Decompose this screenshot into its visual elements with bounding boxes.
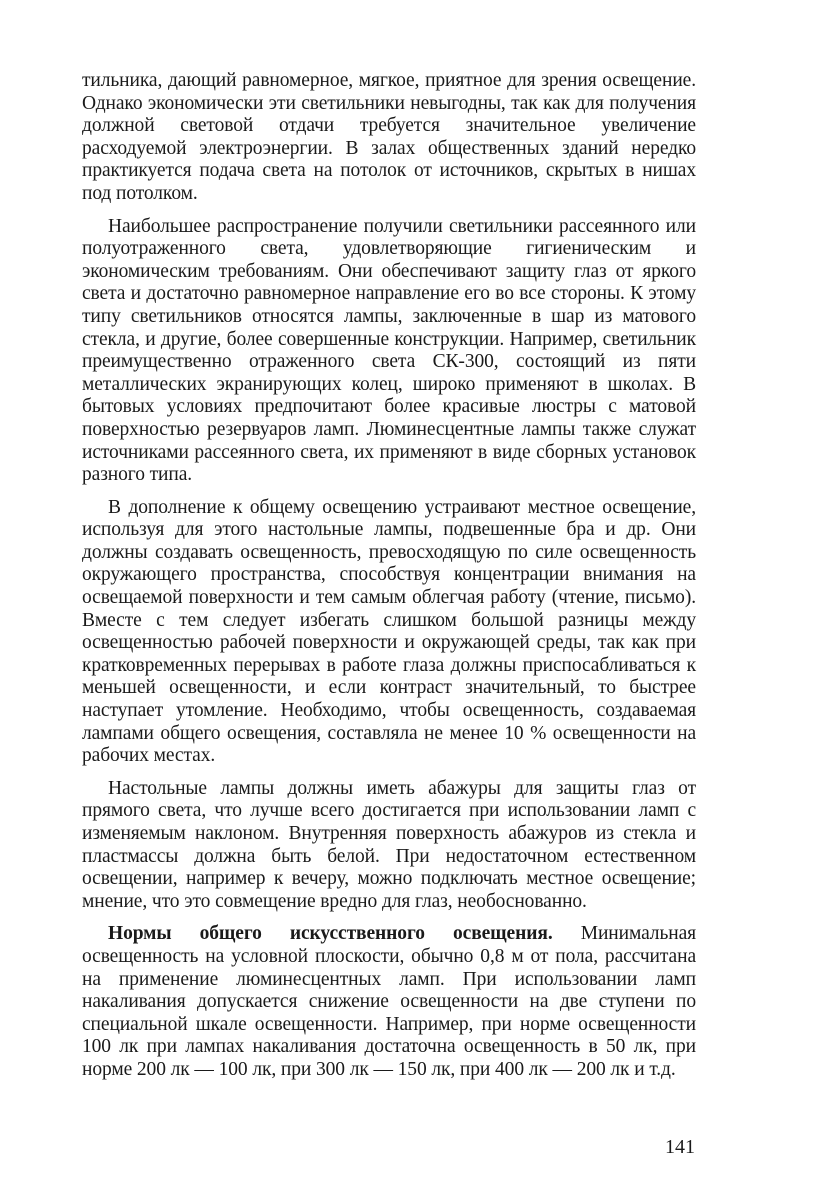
page-text-block (82, 70, 696, 1092)
paragraph-lighting-norms (82, 923, 696, 1081)
paragraph-diffused-light-fixtures: Наибольшее распространение получили светильники рассеянного или полуотраженного света, удовлетворяющие гигиеническим и экономическим требованиям. Они обеспечивают защиту глаз от яркого света и достаточно равномерное направление его во все стороны. К этому типу светильников относятся лампы, заключенные в шар из матового стекла, и другие, более совершенные конструкции. Например, светильник преимущественно отраженного света СК-300, состоящий из пяти металлических экранирующих колец, широко применяют в школах. В бытовых условиях предпочитают более красивые люстры с матовой поверхностью резервуаров ламп. Люминесцентные лампы также служат источниками рассеянного света, их применяют в виде сборных установок разного типа. (82, 215, 696, 486)
paragraph-continuation: тильника, дающий равномерное, мягкое, приятное для зрения освещение. Однако экономически эти светильники невыгодны, так как для получения должной световой отдачи требуется значительное увеличение расходуемой электроэнергии. В залах общественных зданий нередко практикуется подача света на потолок от источников, скрытых в нишах под потолком. (82, 70, 696, 204)
page-number: 141 (665, 1136, 695, 1158)
paragraph-local-lighting: В дополнение к общему освещению устраивают местное освещение, используя для этого настольные лампы, подвешенные бра и др. Они должны создавать освещенность, превосходящую по силе освещенность окружающего пространства, способствуя концентрации внимания на освещаемой поверхности и тем самым облегчая работу (чтение, письмо). Вместе с тем следует избегать слишком большой разницы между освещенностью рабочей поверхности и окружающей среды, так как при кратковременных перерывах в работе глаза должны приспосабливаться к меньшей освещенности, и если контраст значительный, то быстрее наступает утомление. Необходимо, чтобы освещенность, создаваемая лампами общего освещения, составляла не менее 10 % освещенности на рабочих местах. (82, 496, 696, 767)
paragraph-body: Минимальная освещенность на условной плоскости, обычно 0,8 м от пола, рассчитана на применение люминесцентных ламп. При использовании ламп накаливания допускается снижение освещенности на две ступени по специальной шкале освещенности. Например, при норме освещенности 100 лк при лампах накаливания достаточна освещенность в 50 лк, при норме 200 лк — 100 лк, при 300 лк — 150 лк, при 400 лк — 200 лк и т.д. (82, 923, 696, 1080)
run-in-heading: Нормы общего искусственного освещения. (108, 923, 553, 945)
paragraph-desk-lamps: Настольные лампы должны иметь абажуры для защиты глаз от прямого света, что лучше всего достигается при использовании ламп с изменяемым наклоном. Внутренняя поверхность абажуров из стекла и пластмассы должна быть белой. При недостаточном естественном освещении, например к вечеру, можно подключать местное освещение; мнение, что это совмещение вредно для глаз, необоснованно. (82, 777, 696, 912)
